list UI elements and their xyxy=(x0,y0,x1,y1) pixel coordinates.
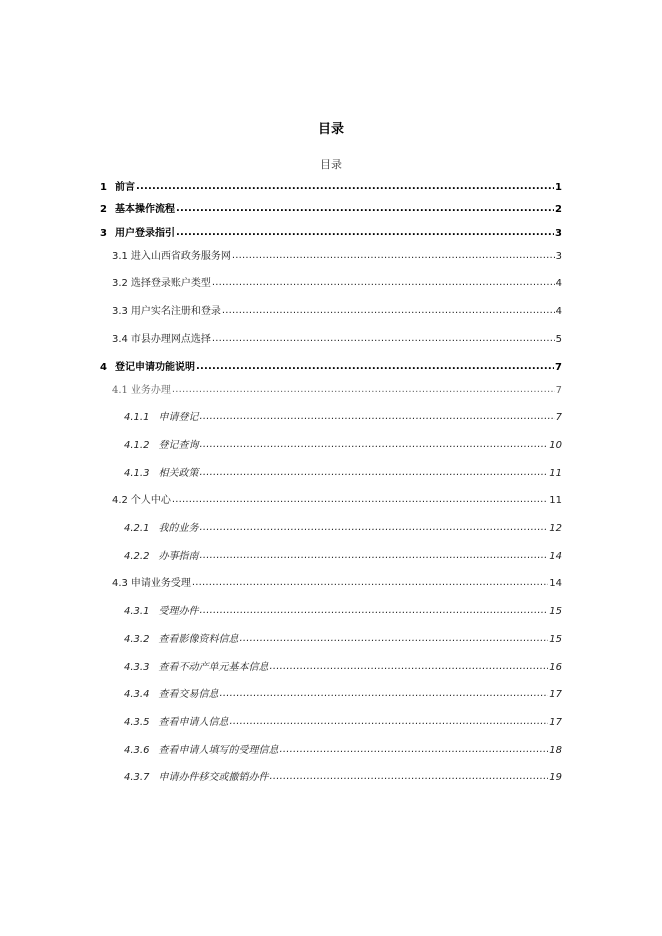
toc-page-number: 19 xyxy=(549,772,562,783)
toc-number: 4.3 xyxy=(112,578,128,589)
toc-page-number: 7 xyxy=(555,362,562,373)
toc-number: 4.3.7 xyxy=(124,772,150,783)
toc-number: 4.3.2 xyxy=(124,634,150,645)
toc-leader xyxy=(219,687,548,701)
toc-leader xyxy=(212,276,555,290)
toc-entry-4[interactable] xyxy=(100,361,562,375)
toc-leader xyxy=(199,438,548,452)
toc-label: 用户登录指引 xyxy=(114,228,175,239)
toc-entry-4-1[interactable] xyxy=(112,384,562,398)
toc-leader xyxy=(136,180,554,194)
toc-leader xyxy=(269,770,548,784)
toc-page-number: 12 xyxy=(549,523,562,534)
toc-page-number: 14 xyxy=(549,551,562,562)
toc-entry-3-1[interactable] xyxy=(112,250,562,264)
toc-number: 4.3.3 xyxy=(124,662,150,673)
toc-number: 4.1.2 xyxy=(124,440,150,451)
toc-leader xyxy=(212,332,555,346)
toc-number: 3.4 xyxy=(112,334,128,345)
toc-label: 市县办理网点选择 xyxy=(130,334,211,345)
toc-entry-4-1-2[interactable] xyxy=(124,439,562,453)
toc-page-number: 7 xyxy=(555,385,562,396)
toc-leader xyxy=(196,360,554,374)
toc-entry-3-2[interactable] xyxy=(112,277,562,291)
toc-leader xyxy=(279,743,548,757)
toc-leader xyxy=(192,576,548,590)
toc-number: 4 xyxy=(100,362,107,373)
toc-page-number: 1 xyxy=(555,182,562,193)
toc-subtitle: 目录 xyxy=(320,158,342,171)
toc-entry-4-3[interactable] xyxy=(112,577,562,591)
toc-number: 3.2 xyxy=(112,278,128,289)
toc-leader xyxy=(222,304,555,318)
toc-label: 业务办理 xyxy=(130,385,171,396)
toc-number: 4.2 xyxy=(112,495,128,506)
toc-leader xyxy=(172,383,555,397)
toc-leader xyxy=(269,660,548,674)
toc-entry-4-2[interactable] xyxy=(112,494,562,508)
toc-entry-2[interactable] xyxy=(100,203,562,217)
toc-entry-1[interactable] xyxy=(100,181,562,195)
toc-entry-4-3-5[interactable] xyxy=(124,716,562,730)
toc-entry-4-3-3[interactable] xyxy=(124,661,562,675)
toc-number: 4.3.1 xyxy=(124,606,150,617)
toc-label: 我的业务 xyxy=(158,523,199,534)
toc-page-number: 7 xyxy=(555,412,562,423)
toc-label: 登记查询 xyxy=(158,440,199,451)
toc-page-number: 2 xyxy=(555,204,562,215)
toc-label: 相关政策 xyxy=(158,468,199,479)
toc-label: 用户实名注册和登录 xyxy=(130,306,221,317)
toc-entry-4-3-2[interactable] xyxy=(124,633,562,647)
toc-entry-4-3-1[interactable] xyxy=(124,605,562,619)
toc-entry-4-1-3[interactable] xyxy=(124,467,562,481)
toc-page-number: 4 xyxy=(555,306,562,317)
toc-entry-3-4[interactable] xyxy=(112,333,562,347)
toc-leader xyxy=(229,715,548,729)
toc-label: 查看交易信息 xyxy=(158,689,219,700)
toc-entry-4-1-1[interactable] xyxy=(124,411,562,425)
toc-leader xyxy=(239,632,548,646)
toc-leader xyxy=(172,493,548,507)
toc-leader xyxy=(199,604,548,618)
toc-entry-4-3-6[interactable] xyxy=(124,744,562,758)
toc-page-number: 16 xyxy=(549,662,562,673)
toc-number: 3.1 xyxy=(112,251,128,262)
toc-label: 查看不动产单元基本信息 xyxy=(158,662,269,673)
toc-label: 申请办件移交或撤销办件 xyxy=(158,772,269,783)
toc-entry-4-2-1[interactable] xyxy=(124,522,562,536)
toc-leader xyxy=(176,202,554,216)
toc-entry-3[interactable] xyxy=(100,227,562,241)
toc-page-number: 15 xyxy=(549,634,562,645)
toc-page-number: 5 xyxy=(555,334,562,345)
page-title: 目录 xyxy=(317,122,344,137)
toc-number: 1 xyxy=(100,182,107,193)
toc-leader xyxy=(176,226,554,240)
toc-label: 登记申请功能说明 xyxy=(114,362,195,373)
toc-entry-4-2-2[interactable] xyxy=(124,550,562,564)
toc-page-number: 11 xyxy=(549,468,562,479)
toc-label: 基本操作流程 xyxy=(114,204,175,215)
toc-label: 办事指南 xyxy=(158,551,199,562)
toc-leader xyxy=(199,466,548,480)
toc-label: 申请登记 xyxy=(158,412,199,423)
toc-number: 4.3.6 xyxy=(124,745,150,756)
toc-page-number: 3 xyxy=(555,251,562,262)
toc-label: 选择登录账户类型 xyxy=(130,278,211,289)
toc-page-number: 10 xyxy=(549,440,562,451)
toc-page-number: 14 xyxy=(549,578,562,589)
toc-number: 4.2.1 xyxy=(124,523,150,534)
toc-page-number: 4 xyxy=(555,278,562,289)
toc-entry-4-3-4[interactable] xyxy=(124,688,562,702)
toc-number: 3 xyxy=(100,228,107,239)
toc-number: 3.3 xyxy=(112,306,128,317)
toc-page-number: 11 xyxy=(549,495,562,506)
toc-leader xyxy=(199,410,554,424)
toc-entry-3-3[interactable] xyxy=(112,305,562,319)
toc-number: 4.3.4 xyxy=(124,689,150,700)
toc-leader xyxy=(232,249,555,263)
toc-entry-4-3-7[interactable] xyxy=(124,771,562,785)
toc-label: 查看申请人信息 xyxy=(158,717,229,728)
toc-label: 进入山西省政务服务网 xyxy=(130,251,231,262)
toc-page-number: 17 xyxy=(549,689,562,700)
toc-label: 查看影像资料信息 xyxy=(158,634,239,645)
toc-number: 2 xyxy=(100,204,107,215)
toc-label: 受理办件 xyxy=(158,606,199,617)
toc-number: 4.3.5 xyxy=(124,717,150,728)
toc-label: 申请业务受理 xyxy=(130,578,191,589)
toc-page-number: 3 xyxy=(555,228,562,239)
toc-number: 4.1.3 xyxy=(124,468,150,479)
toc-number: 4.2.2 xyxy=(124,551,150,562)
toc-page-number: 17 xyxy=(549,717,562,728)
toc-number: 4.1.1 xyxy=(124,412,150,423)
toc-label: 查看申请人填写的受理信息 xyxy=(158,745,279,756)
toc-leader xyxy=(199,549,548,563)
toc-label: 个人中心 xyxy=(130,495,171,506)
toc-page-number: 18 xyxy=(549,745,562,756)
toc-page-number: 15 xyxy=(549,606,562,617)
toc-number: 4.1 xyxy=(112,385,128,396)
toc-label: 前言 xyxy=(114,182,135,193)
toc-leader xyxy=(199,521,548,535)
